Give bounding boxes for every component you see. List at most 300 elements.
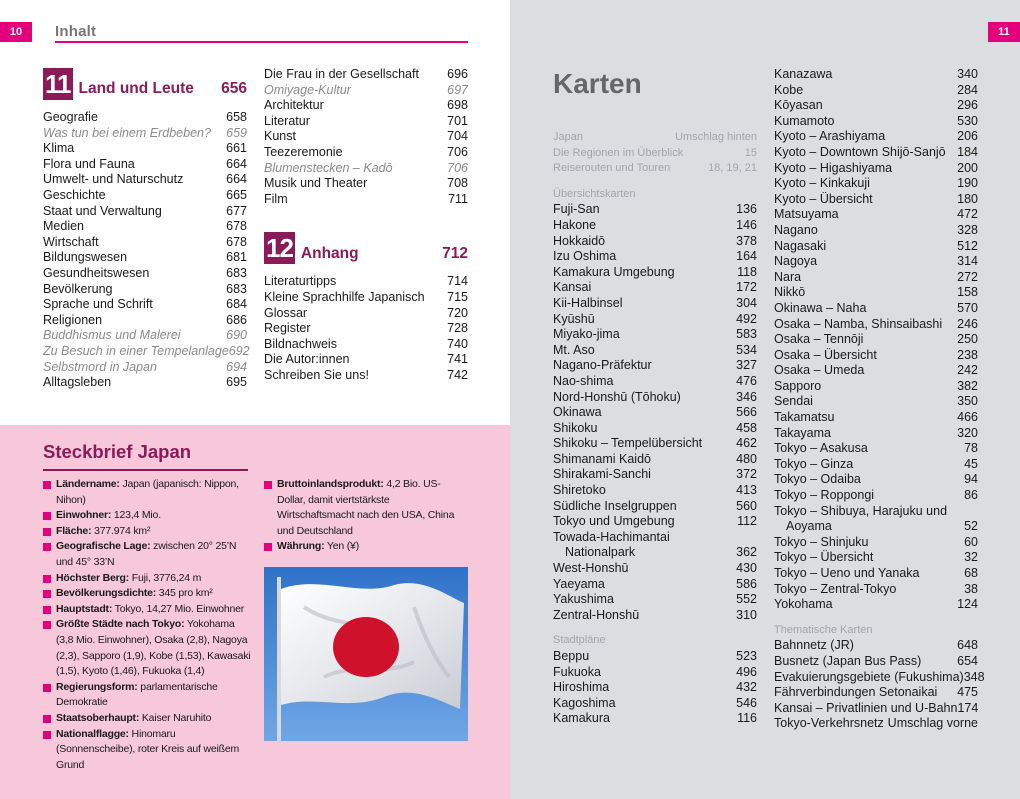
- item-label: Hiroshima: [553, 680, 610, 695]
- fact-item: [43, 539, 253, 570]
- item-label: Evakuierungsgebiete (Fukushima): [774, 669, 964, 684]
- fact-key: Regierungsform:: [56, 680, 138, 693]
- list-item[interactable]: [43, 375, 247, 391]
- list-item[interactable]: [553, 421, 757, 437]
- item-page: 681: [226, 250, 247, 265]
- list-item[interactable]: [264, 368, 468, 384]
- steckbrief-facts-1: [43, 477, 253, 773]
- list-item[interactable]: [553, 130, 757, 146]
- list-item[interactable]: [774, 701, 978, 717]
- item-label: Sapporo: [774, 378, 822, 393]
- item-label: Shiretoko: [553, 483, 606, 498]
- list-item[interactable]: [553, 649, 757, 665]
- list-item[interactable]: [553, 680, 757, 696]
- list-item[interactable]: [774, 582, 978, 598]
- item-label: Kyoto – Übersicht: [774, 191, 873, 206]
- item-page: 238: [957, 347, 978, 362]
- list-item[interactable]: [43, 282, 247, 298]
- item-page: 694: [226, 359, 247, 374]
- chapter-page: 656: [221, 80, 247, 98]
- list-item[interactable]: [43, 297, 247, 313]
- item-page: 570: [957, 300, 978, 315]
- item-label: Gesundheitswesen: [43, 265, 150, 280]
- list-item[interactable]: [774, 285, 978, 301]
- list-item[interactable]: [553, 711, 757, 727]
- item-page: 18, 19, 21: [708, 162, 757, 175]
- list-item[interactable]: [43, 328, 247, 344]
- list-item[interactable]: [264, 192, 468, 208]
- list-item[interactable]: [774, 716, 978, 732]
- list-item[interactable]: [553, 592, 757, 608]
- fact-key: Fläche:: [56, 524, 92, 537]
- list-item[interactable]: [264, 337, 468, 353]
- list-item[interactable]: [264, 67, 468, 83]
- list-item[interactable]: [774, 67, 978, 83]
- steckbrief-box: [0, 425, 510, 799]
- item-label: Was tun bei einem Erdbeben?: [43, 125, 211, 140]
- item-label: Wirtschaft: [43, 234, 99, 249]
- item-page: 158: [957, 285, 978, 300]
- list-item[interactable]: [43, 313, 247, 329]
- fact-value: zwischen 20° 25’N und 45° 33’N: [56, 540, 237, 568]
- list-item[interactable]: [774, 669, 985, 686]
- item-label: Yokohama: [774, 597, 833, 612]
- fact-key: Geografische Lage:: [56, 540, 151, 553]
- steckbrief-facts-2: [264, 477, 464, 555]
- list-item[interactable]: [553, 499, 757, 515]
- item-label: Nagasaki: [774, 238, 827, 253]
- item-label: Kyūshū: [553, 311, 595, 326]
- item-label: Fuji-San: [553, 202, 600, 217]
- list-item[interactable]: [774, 597, 978, 613]
- list-item[interactable]: [774, 441, 978, 457]
- running-head-rule: [55, 41, 468, 43]
- list-item[interactable]: [43, 204, 247, 220]
- item-label: Blumenstecken – Kadō: [264, 160, 393, 175]
- item-page: 714: [447, 274, 468, 289]
- list-item[interactable]: [264, 176, 468, 192]
- item-label: Shikoku: [553, 420, 598, 435]
- item-page: 661: [226, 141, 247, 156]
- item-page: 742: [447, 367, 468, 382]
- list-item[interactable]: [774, 638, 978, 654]
- item-label: Sendai: [774, 394, 813, 409]
- steckbrief-rule: [43, 469, 248, 471]
- list-item[interactable]: [774, 239, 978, 255]
- list-item[interactable]: [774, 566, 978, 582]
- item-label: Schreiben Sie uns!: [264, 367, 369, 382]
- item-label: Okinawa – Naha: [774, 300, 867, 315]
- item-label: Tokyo – Zentral-Tokyo: [774, 581, 897, 596]
- item-label: Nagano: [774, 222, 818, 237]
- item-label: Osaka – Umeda: [774, 363, 865, 378]
- item-page: 658: [226, 110, 247, 124]
- list-item[interactable]: [43, 188, 247, 204]
- item-page: 458: [736, 420, 757, 435]
- item-label: Fährverbindungen Setonaikai: [774, 685, 938, 700]
- item-page: 284: [957, 82, 978, 97]
- list-item[interactable]: [774, 332, 978, 348]
- item-label: Klima: [43, 141, 75, 156]
- list-item[interactable]: [264, 290, 468, 306]
- chapter-title: Land und Leute: [78, 80, 194, 98]
- item-page: 728: [447, 321, 468, 336]
- item-page: Umschlag hinten: [675, 131, 757, 143]
- item-page: 112: [737, 514, 757, 529]
- item-page: 684: [226, 297, 247, 312]
- list-item[interactable]: [774, 426, 978, 442]
- item-page: 480: [736, 451, 757, 466]
- item-page: 546: [736, 695, 757, 710]
- list-item[interactable]: [774, 98, 978, 114]
- item-label: Yaeyama: [553, 576, 605, 591]
- item-page: 413: [736, 483, 757, 498]
- chapter-page: 712: [442, 244, 468, 262]
- list-item[interactable]: [774, 394, 978, 410]
- chapter-number: 11: [45, 69, 71, 99]
- item-label: Sprache und Schrift: [43, 297, 153, 312]
- fact-item: [43, 477, 253, 508]
- fact-value: Tokyo, 14,27 Mio. Einwohner: [112, 602, 245, 615]
- item-label: Miyako-jima: [553, 327, 620, 342]
- item-label: Hokkaidō: [553, 233, 606, 248]
- fact-value: Hinomaru (Sonnenscheibe), roter Kreis auf weißem Grund: [56, 727, 240, 771]
- list-item[interactable]: [774, 379, 978, 395]
- item-label: Mt. Aso: [553, 342, 595, 357]
- item-label: Film: [264, 191, 288, 206]
- item-label: Beppu: [553, 649, 590, 663]
- fact-value: 4,2 Bio. US-Dollar, damit viertstärkste Wirtschaftsmacht nach den USA, China und Deutschland: [277, 478, 455, 537]
- item-page: 124: [957, 597, 978, 612]
- item-label: Musik und Theater: [264, 176, 368, 191]
- list-item[interactable]: [553, 390, 757, 406]
- item-label: Tokyo und Umgebung: [553, 514, 675, 529]
- item-label: Literatur: [264, 113, 310, 128]
- list-item[interactable]: [774, 83, 978, 99]
- list-item[interactable]: [774, 488, 978, 504]
- list-item[interactable]: [774, 410, 978, 426]
- list-item[interactable]: [774, 176, 978, 192]
- list-item[interactable]: [774, 270, 978, 286]
- item-label: Takamatsu: [774, 410, 835, 425]
- item-page: 86: [964, 488, 978, 503]
- item-label: Kyoto – Kinkakuji: [774, 176, 870, 191]
- item-page: 648: [957, 638, 978, 653]
- list-item[interactable]: [264, 161, 468, 177]
- section-heading-stadtplaene: Stadtpläne: [553, 634, 606, 647]
- item-label: Fukuoka: [553, 664, 601, 679]
- item-label: Tokyo – Asakusa: [774, 441, 868, 456]
- item-page: 242: [957, 363, 978, 378]
- list-item[interactable]: [553, 577, 757, 593]
- fact-item: [43, 571, 253, 587]
- item-page: 659: [226, 125, 247, 140]
- item-page: 696: [447, 67, 468, 81]
- list-item[interactable]: [43, 235, 247, 251]
- item-page: 340: [957, 67, 978, 81]
- item-page: 496: [736, 664, 757, 679]
- item-page: 697: [447, 82, 468, 97]
- list-item[interactable]: [774, 301, 978, 317]
- item-page: 430: [736, 561, 757, 576]
- item-page: 708: [447, 176, 468, 191]
- list-item[interactable]: [553, 234, 757, 250]
- list-item[interactable]: [553, 343, 757, 359]
- list-item[interactable]: [774, 129, 978, 145]
- japan-flag-image: [264, 567, 468, 741]
- item-page: 665: [226, 187, 247, 202]
- list-item[interactable]: [553, 202, 757, 218]
- item-label: Die Frau in der Gesellschaft: [264, 67, 419, 81]
- list-item[interactable]: [553, 561, 757, 577]
- item-page: 45: [964, 456, 978, 471]
- item-page: 654: [957, 653, 978, 668]
- item-page: 296: [957, 98, 978, 113]
- item-label: Die Autor:innen: [264, 352, 350, 367]
- list-item[interactable]: [553, 218, 757, 234]
- item-label: Kansai: [553, 280, 592, 295]
- list-item[interactable]: [553, 161, 757, 177]
- item-page: 566: [736, 405, 757, 420]
- item-label: Kamakura Umgebung: [553, 264, 675, 279]
- list-item[interactable]: [553, 249, 757, 265]
- fact-key: Nationalflagge:: [56, 727, 129, 740]
- list-item[interactable]: [264, 83, 468, 99]
- list-item[interactable]: [43, 250, 247, 266]
- section-heading-thematisch: Thematische Karten: [774, 623, 873, 636]
- item-page: 348: [963, 669, 985, 684]
- list-item[interactable]: [774, 192, 978, 208]
- list-item[interactable]: [774, 145, 978, 161]
- list-item[interactable]: [43, 157, 247, 173]
- item-page: 346: [736, 389, 757, 404]
- chapter-11-heading[interactable]: [43, 66, 247, 102]
- list-item[interactable]: [264, 129, 468, 145]
- item-label: Aoyama: [786, 519, 832, 534]
- right-page: [510, 0, 1020, 799]
- fact-key: Höchster Berg:: [56, 571, 130, 584]
- chapter-number: 12: [266, 233, 293, 264]
- list-item[interactable]: [553, 696, 757, 712]
- item-page: 180: [957, 191, 978, 206]
- list-item[interactable]: [264, 306, 468, 322]
- fact-item: [43, 617, 253, 679]
- item-label: Alltagsleben: [43, 375, 112, 390]
- list-item[interactable]: [774, 654, 978, 670]
- list-item[interactable]: [774, 472, 978, 488]
- list-item[interactable]: [774, 207, 978, 223]
- fact-item: [43, 524, 253, 540]
- list-item[interactable]: [553, 358, 757, 374]
- list-item[interactable]: [264, 98, 468, 114]
- fact-item: [264, 477, 464, 539]
- item-label: Kōyasan: [774, 98, 823, 113]
- list-item[interactable]: [43, 266, 247, 282]
- item-page: 382: [957, 378, 978, 393]
- chapter-12-heading[interactable]: [264, 230, 468, 266]
- item-page: 586: [736, 576, 757, 591]
- item-page: 310: [736, 607, 757, 622]
- list-item[interactable]: [553, 280, 757, 296]
- list-item[interactable]: [553, 312, 757, 328]
- item-page: 146: [736, 217, 757, 232]
- item-page: 304: [736, 295, 757, 310]
- list-item[interactable]: [264, 321, 468, 337]
- item-page: 683: [226, 281, 247, 296]
- list-item[interactable]: [553, 265, 757, 281]
- item-page: 706: [447, 144, 468, 159]
- item-label: Osaka – Übersicht: [774, 347, 877, 362]
- item-label: Tokyo – Shinjuku: [774, 534, 869, 549]
- list-item[interactable]: [553, 665, 757, 681]
- item-page: 741: [447, 352, 468, 367]
- item-page: 60: [964, 534, 978, 549]
- item-page: 15: [744, 146, 757, 159]
- item-page: 683: [226, 265, 247, 280]
- fact-key: Größte Städte nach Tokyo:: [56, 618, 185, 631]
- item-page: 462: [736, 436, 757, 451]
- list-item[interactable]: [774, 550, 978, 566]
- item-page: 704: [447, 129, 468, 144]
- item-page: 328: [957, 222, 978, 237]
- running-head: Inhalt: [55, 23, 97, 40]
- item-page: 206: [957, 129, 978, 144]
- section-heading-uebersicht: Übersichtskarten: [553, 187, 636, 200]
- item-label: Okinawa: [553, 405, 602, 420]
- list-item[interactable]: [553, 530, 757, 546]
- list-item[interactable]: [264, 352, 468, 368]
- item-page: 534: [736, 342, 757, 357]
- list-item[interactable]: [774, 457, 978, 473]
- item-page: 678: [226, 234, 247, 249]
- list-item[interactable]: [553, 146, 757, 162]
- fact-key: Staatsoberhaupt:: [56, 711, 140, 724]
- toc-column-2: [264, 67, 468, 384]
- fact-value: Yen (¥): [324, 540, 359, 553]
- item-page: 350: [957, 394, 978, 409]
- item-page: 466: [957, 410, 978, 425]
- item-label: Tokyo – Roppongi: [774, 488, 875, 503]
- item-page: 314: [957, 254, 978, 269]
- fact-item: [43, 727, 253, 774]
- list-item[interactable]: [264, 114, 468, 130]
- item-label: Izu Oshima: [553, 249, 617, 264]
- item-label: Tokyo – Übersicht: [774, 550, 874, 565]
- toc-column-1: [43, 66, 250, 391]
- list-item[interactable]: [43, 343, 250, 360]
- item-label: Japan: [553, 131, 583, 143]
- item-label: Tokyo – Odaiba: [774, 472, 861, 487]
- fact-item: [43, 711, 253, 727]
- list-item[interactable]: [43, 360, 247, 376]
- item-page: 706: [447, 160, 468, 175]
- list-item[interactable]: [43, 110, 247, 126]
- list-item[interactable]: [553, 296, 757, 312]
- item-label: Kansai – Privatlinien und U-Bahn: [774, 700, 958, 715]
- item-page: 164: [736, 249, 757, 264]
- list-item[interactable]: [43, 126, 247, 142]
- chapter-title: Anhang: [300, 244, 359, 262]
- list-item[interactable]: [774, 504, 978, 520]
- list-item[interactable]: [553, 483, 757, 499]
- list-item[interactable]: [43, 172, 247, 188]
- fact-key: Hauptstadt:: [56, 602, 113, 615]
- item-page: 720: [447, 305, 468, 320]
- item-label: Kyoto – Arashiyama: [774, 129, 886, 144]
- list-item[interactable]: [774, 223, 978, 239]
- item-page: 664: [226, 156, 247, 171]
- list-item[interactable]: [553, 452, 757, 468]
- item-page: 272: [957, 269, 978, 284]
- list-item[interactable]: [774, 317, 978, 333]
- fact-value: 377.974 km²: [91, 524, 151, 537]
- item-label: Bevölkerung: [43, 281, 113, 296]
- list-item[interactable]: [553, 405, 757, 421]
- fact-value: Kaiser Naruhito: [139, 711, 212, 724]
- item-label: Medien: [43, 219, 84, 234]
- list-item[interactable]: [553, 374, 757, 390]
- list-item[interactable]: [774, 114, 978, 130]
- list-item[interactable]: [774, 161, 978, 177]
- item-page: 476: [736, 373, 757, 388]
- list-item[interactable]: [553, 545, 757, 561]
- item-page: 68: [964, 566, 978, 580]
- list-item[interactable]: [553, 467, 757, 483]
- item-page: Umschlag vorne: [887, 716, 978, 731]
- item-label: Literaturtipps: [264, 274, 337, 289]
- list-item[interactable]: [774, 685, 978, 701]
- list-item[interactable]: [553, 436, 757, 452]
- fact-value: Fuji, 3776,24 m: [129, 571, 202, 584]
- item-page: 583: [736, 327, 757, 342]
- item-page: 136: [736, 202, 757, 217]
- list-item[interactable]: [264, 274, 468, 290]
- item-page: 690: [226, 328, 247, 343]
- list-item[interactable]: [774, 519, 978, 535]
- list-item[interactable]: [553, 608, 757, 624]
- item-page: 472: [957, 207, 978, 222]
- item-label: Towada-Hachimantai: [553, 529, 670, 544]
- fact-item: [43, 508, 253, 524]
- item-label: Shirakami-Sanchi: [553, 467, 651, 482]
- item-page: 432: [736, 680, 757, 695]
- list-item[interactable]: [43, 219, 247, 235]
- list-item[interactable]: [43, 141, 247, 157]
- list-item[interactable]: [774, 254, 978, 270]
- item-page: 695: [226, 375, 247, 390]
- item-label: Flora und Fauna: [43, 156, 135, 171]
- list-item[interactable]: [264, 145, 468, 161]
- list-item[interactable]: [774, 348, 978, 364]
- list-item[interactable]: [774, 535, 978, 551]
- list-item[interactable]: [553, 514, 757, 530]
- item-label: Nagoya: [774, 254, 818, 269]
- fact-value: parlamentarische Demokratie: [56, 680, 218, 709]
- item-page: 512: [957, 238, 978, 253]
- item-label: Register: [264, 321, 311, 336]
- item-label: Bahnnetz (JR): [774, 638, 854, 653]
- item-label: Die Regionen im Überblick: [553, 146, 684, 159]
- item-page: 38: [964, 581, 978, 596]
- item-page: 678: [226, 219, 247, 234]
- item-label: Nao-shima: [553, 373, 614, 388]
- list-item[interactable]: [774, 363, 978, 379]
- item-page: 246: [957, 316, 978, 331]
- list-item[interactable]: [553, 327, 757, 343]
- item-page: 362: [736, 545, 757, 560]
- item-page: 52: [964, 519, 978, 534]
- item-label: Kleine Sprachhilfe Japanisch: [264, 289, 425, 304]
